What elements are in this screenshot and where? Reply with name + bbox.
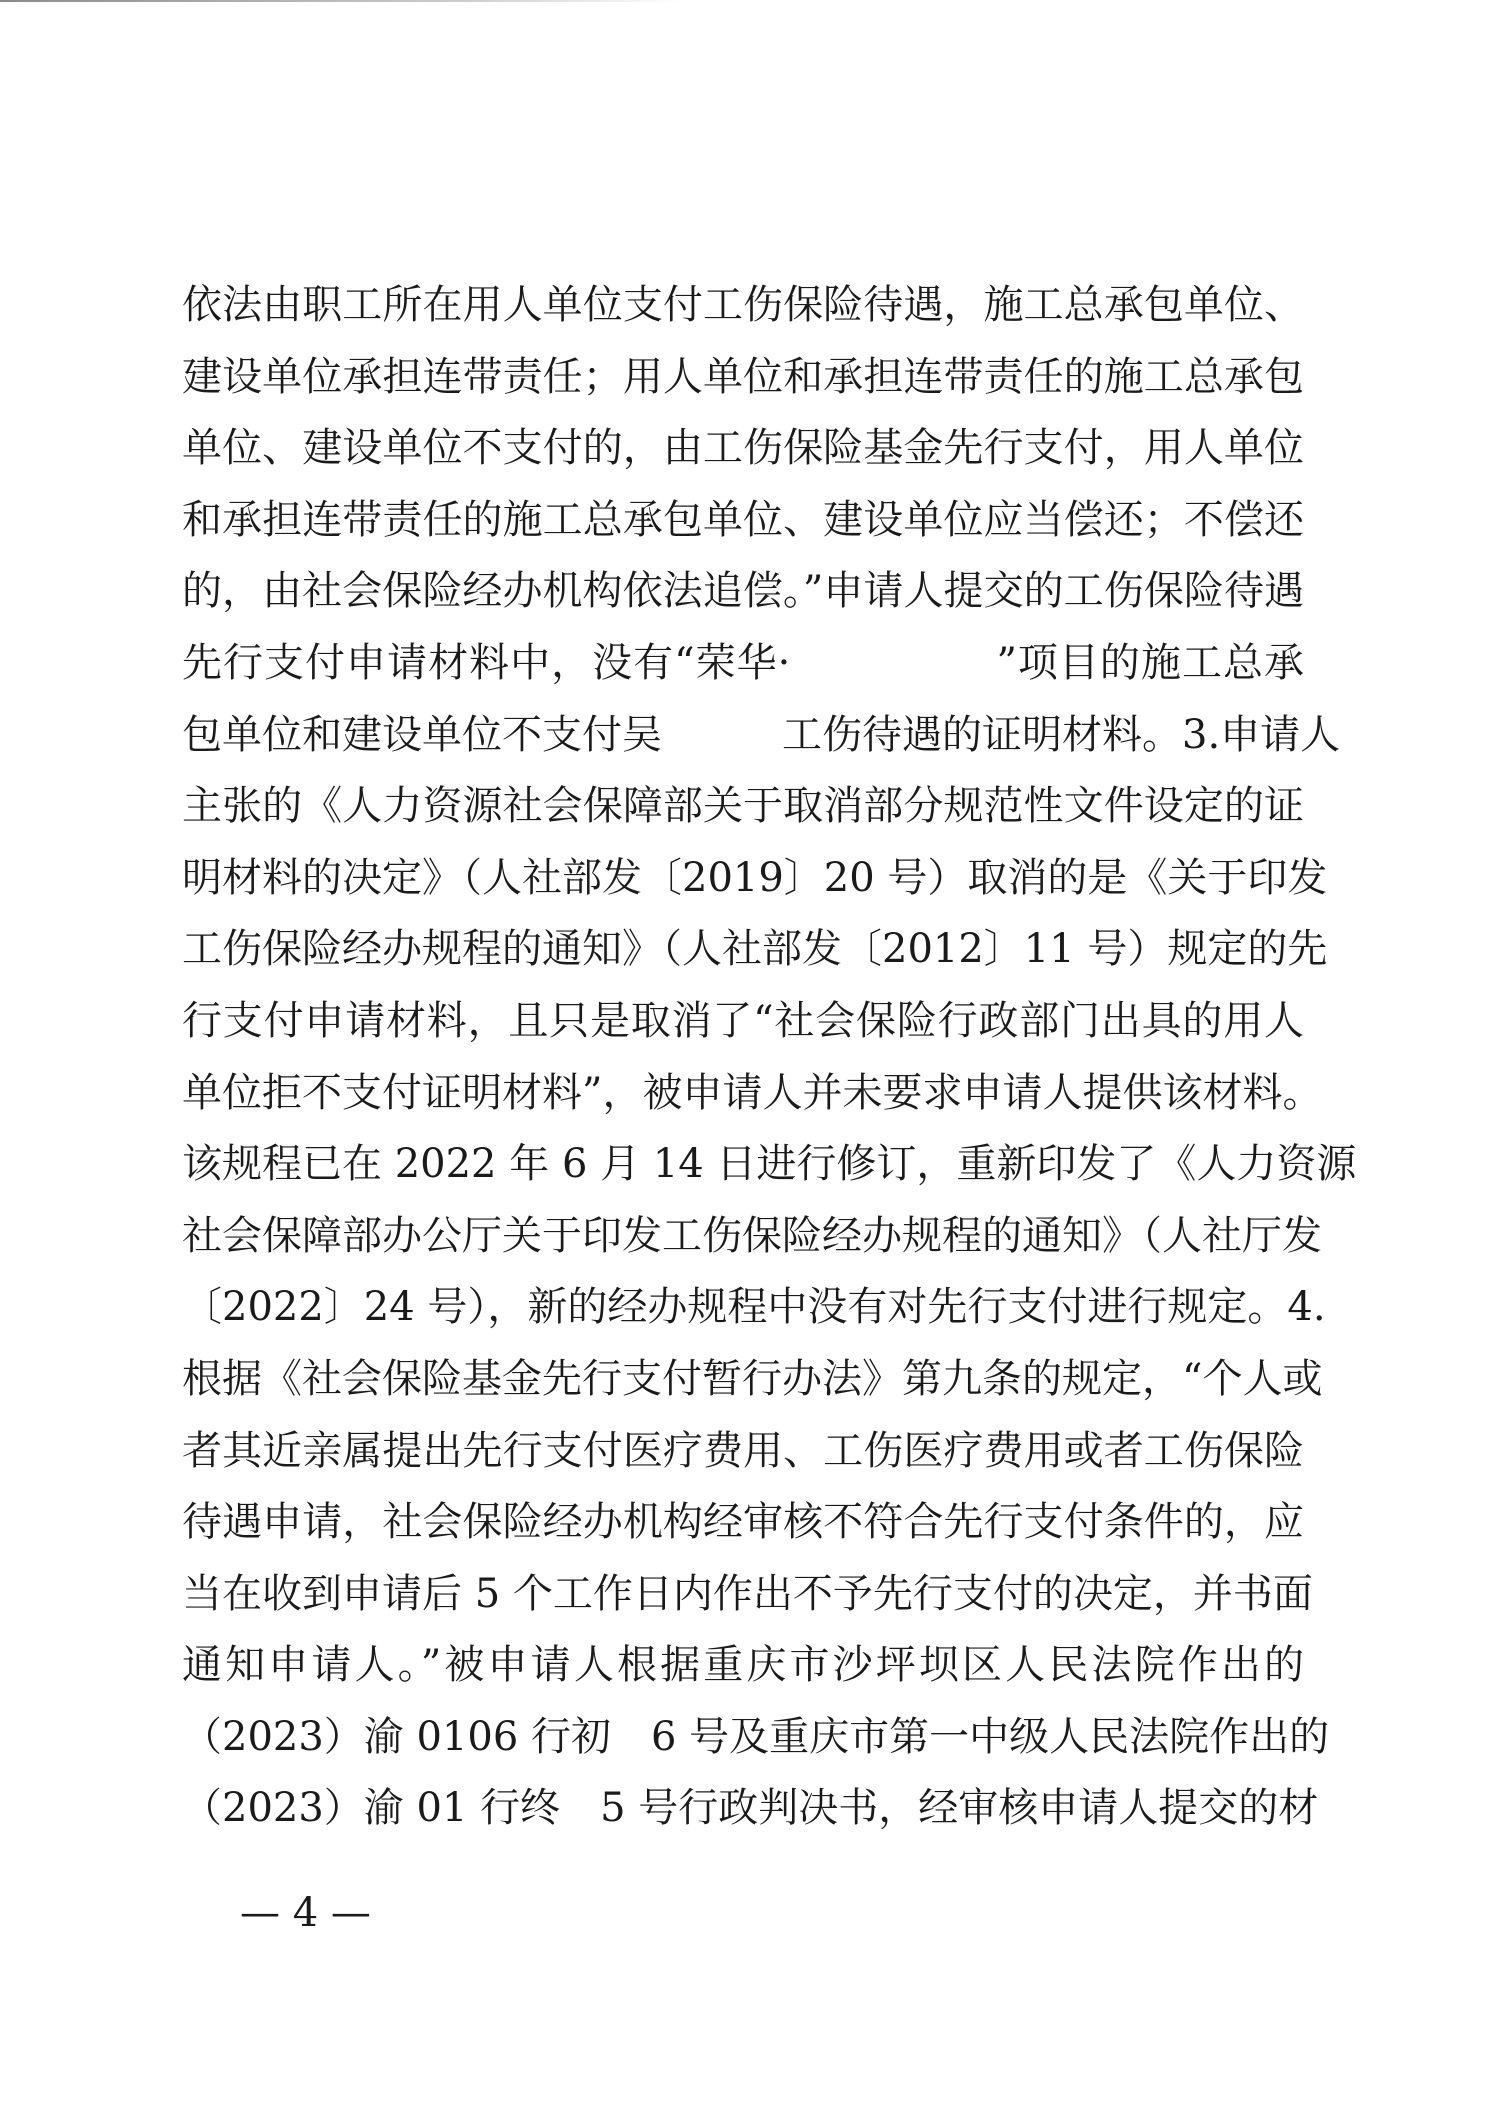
- text-line-6: 先行支付申请材料中，没有“荣华· ”项目的施工总承: [182, 639, 1304, 686]
- text-line-15: 〔2022〕24 号），新的经办规程中没有对先行支付进行规定。4.: [182, 1284, 1326, 1331]
- text-line-4: 和承担连带责任的施工总承包单位、建设单位应当偿还；不偿还: [182, 496, 1304, 543]
- text-line-14: 社会保障部办公厅关于印发工伤保险经办规程的通知》（人社厅发: [182, 1212, 1322, 1259]
- text-line-17: 者其近亲属提出先行支付医疗费用、工伤医疗费用或者工伤保险: [182, 1427, 1304, 1474]
- text-line-16: 根据《社会保险基金先行支付暂行办法》第九条的规定，“个人或: [182, 1355, 1323, 1402]
- text-line-2: 建设单位承担连带责任；用人单位和承担连带责任的施工总承包: [182, 353, 1304, 400]
- text-line-18: 待遇申请，社会保险经办机构经审核不符合先行支付条件的，应: [182, 1499, 1304, 1546]
- text-line-9: 明材料的决定》（人社部发〔2019〕20 号）取消的是《关于印发: [182, 854, 1328, 901]
- text-line-7: 包单位和建设单位不支付吴 工伤待遇的证明材料。3.申请人: [182, 711, 1341, 758]
- text-line-10: 工伤保险经办规程的通知》（人社部发〔2012〕11 号）规定的先: [182, 926, 1328, 973]
- text-line-19: 当在收到申请后 5 个工作日内作出不予先行支付的决定，并书面: [182, 1570, 1313, 1617]
- text-line-11: 行支付申请材料，且只是取消了“社会保险行政部门出具的用人: [182, 997, 1304, 1044]
- text-line-21: （2023）渝 0106 行初 6 号及重庆市第一中级人民法院作出的: [182, 1713, 1330, 1760]
- text-line-12: 单位拒不支付证明材料”，被申请人并未要求申请人提供该材料。: [182, 1069, 1323, 1116]
- document-body: [182, 270, 1357, 1845]
- text-line-3: 单位、建设单位不支付的，由工伤保险基金先行支付，用人单位: [182, 425, 1304, 472]
- text-line-13: 该规程已在 2022 年 6 月 14 日进行修订，重新印发了《人力资源: [182, 1141, 1357, 1188]
- text-line-8: 主张的《人力资源社会保障部关于取消部分规范性文件设定的证: [182, 783, 1304, 830]
- text-line-5: 的，由社会保险经办机构依法追偿。”申请人提交的工伤保险待遇: [182, 568, 1304, 615]
- page-number: — 4 —: [240, 1890, 371, 1936]
- text-line-1: 依法由职工所在用人单位支付工伤保险待遇，施工总承包单位、: [182, 282, 1304, 328]
- text-line-22: （2023）渝 01 行终 5 号行政判决书，经审核申请人提交的材: [182, 1785, 1319, 1832]
- text-line-20: 通知申请人。”被申请人根据重庆市沙坪坝区人民法院作出的: [182, 1642, 1304, 1689]
- scan-edge-artifact: [0, 0, 680, 2]
